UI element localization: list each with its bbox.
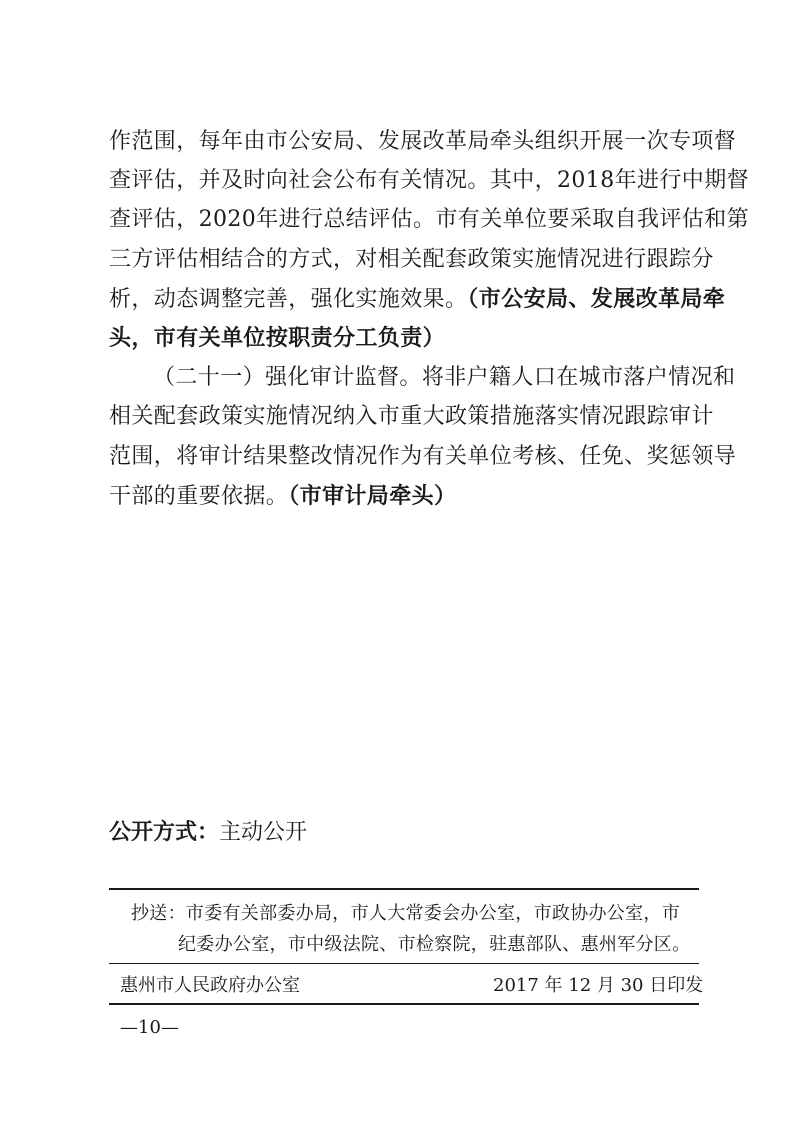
copy-to-line: 抄送：市委有关部委办局，市人大常委会办公室，市政协办公室，市 [131, 903, 680, 924]
responsible-units: 头，市有关单位按职责分工负责） [109, 325, 446, 351]
body-line: 三方评估相结合的方式，对相关配套政策实施情况进行跟踪分 [109, 247, 714, 272]
publish-mode-label: 公开方式： [109, 820, 220, 845]
publish-mode-value: 主动公开 [219, 820, 308, 845]
copy-to-line: 纪委办公室，市中级法院、市检察院，驻惠部队、惠州军分区。 [178, 934, 691, 955]
body-text: 将非户籍人口在城市落户情况和 [421, 365, 736, 390]
issuer: 惠州市人民政府办公室 [120, 975, 300, 996]
publish-mode [109, 818, 307, 848]
responsible-units: （市审计局牵头） [288, 483, 457, 509]
section-heading: （二十一）强化审计监督。 [153, 365, 422, 390]
responsible-units: （市公安局、发展改革局牵 [467, 286, 726, 312]
bottom-rule [109, 1003, 699, 1005]
middle-rule [109, 963, 699, 964]
body-line: 范围，将审计结果整改情况作为有关单位考核、任免、奖惩领导 [109, 444, 737, 469]
body-line: 查评估，2020年进行总结评估。市有关单位要采取自我评估和第 [109, 207, 749, 232]
body-line: 作范围，每年由市公安局、发展改革局牵头组织开展一次专项督 [109, 129, 737, 154]
body-text: 析，动态调整完善，强化实施效果。 [109, 287, 468, 312]
page-number: —10— [120, 1017, 179, 1038]
top-rule [109, 888, 699, 890]
body-line [153, 363, 735, 393]
body-line [109, 284, 725, 315]
issue-date: 2017 年 12 月 30 日印发 [493, 975, 704, 996]
body-line [109, 481, 456, 512]
body-text: 干部的重要依据。 [109, 484, 289, 509]
body-line: 相关配套政策实施情况纳入市重大政策措施落实情况跟踪审计 [109, 404, 714, 429]
body-line: 查评估，并及时向社会公布有关情况。其中，2018年进行中期督 [109, 168, 749, 193]
